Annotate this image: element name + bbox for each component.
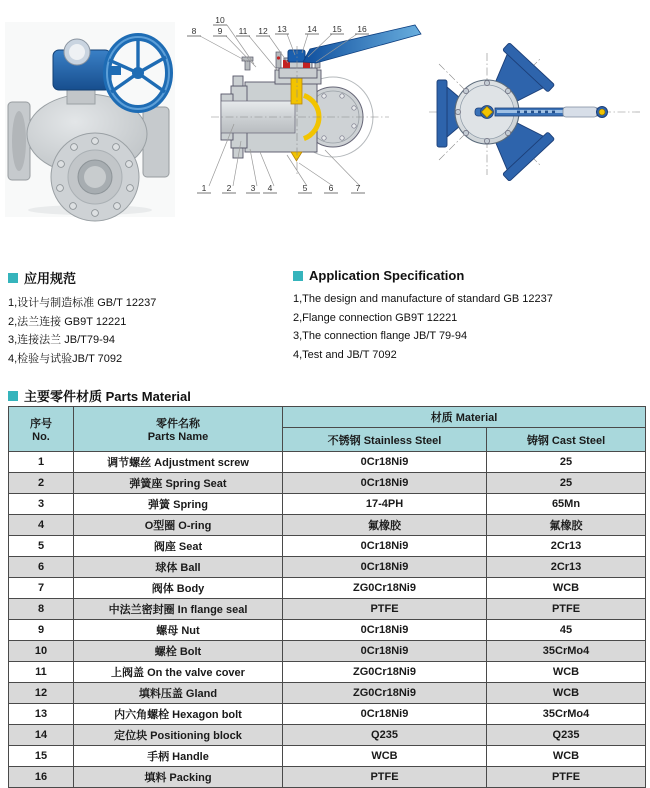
callout-6: 6: [328, 183, 334, 193]
part-no-cell: 1: [9, 452, 74, 473]
header-name-cn: 零件名称: [156, 418, 200, 430]
part-name-cell: 定位块 Positioning block: [74, 725, 283, 746]
gearbox-cap-inner: [69, 44, 85, 60]
part-name-cell: 球体 Ball: [74, 557, 283, 578]
part-name-cell: 上阀盖 On the valve cover: [74, 662, 283, 683]
table-row: [9, 620, 646, 641]
callout-15: 15: [332, 24, 342, 34]
part-no-cell: 6: [9, 557, 74, 578]
header-material: 材质 Material: [283, 407, 646, 428]
part-cs-cell: Q235: [487, 725, 646, 746]
callout-13: 13: [277, 24, 287, 34]
part-no-cell: 9: [9, 620, 74, 641]
parts-material-table: [8, 406, 646, 788]
spec-item: 1,设计与制造标准 GB/T 12237: [8, 297, 157, 309]
table-row: [9, 557, 646, 578]
header-no-cn: 序号: [30, 418, 52, 430]
spec-item: 3,连接法兰 JB/T79-94: [8, 334, 115, 346]
parts-table-head: [9, 407, 646, 452]
callout-8: 8: [191, 26, 197, 36]
valve-topview-figure: [425, 25, 647, 205]
part-name-cell: 内六角螺栓 Hexagon bolt: [74, 704, 283, 725]
part-ss-cell: 0Cr18Ni9: [283, 536, 487, 557]
callout-3: 3: [250, 183, 256, 193]
callout-1: 1: [201, 183, 207, 193]
header-stainless-steel: 不锈钢 Stainless Steel: [283, 428, 487, 452]
callout-11: 11: [238, 26, 248, 36]
part-ss-cell: 0Cr18Ni9: [283, 641, 487, 662]
gland: [279, 68, 317, 78]
part-cs-cell: 2Cr13: [487, 557, 646, 578]
valve-photo-figure: [5, 22, 175, 217]
part-no-cell: 14: [9, 725, 74, 746]
part-ss-cell: 0Cr18Ni9: [283, 557, 487, 578]
table-row: [9, 515, 646, 536]
part-name-cell: 手柄 Handle: [74, 746, 283, 767]
table-row: [9, 578, 646, 599]
callout-2: 2: [226, 183, 232, 193]
part-ss-cell: PTFE: [283, 767, 487, 788]
part-ss-cell: ZG0Cr18Ni9: [283, 578, 487, 599]
part-no-cell: 7: [9, 578, 74, 599]
teal-square-icon: [8, 273, 18, 283]
table-row: [9, 704, 646, 725]
header-name: [74, 407, 283, 452]
callout-4: 4: [267, 183, 273, 193]
part-cs-cell: WCB: [487, 746, 646, 767]
spec-item: 1,The design and manufacture of standard GB 12237: [293, 293, 553, 305]
part-no-cell: 5: [9, 536, 74, 557]
table-row: [9, 599, 646, 620]
part-name-cell: 填料 Packing: [74, 767, 283, 788]
callout-5: 5: [302, 183, 308, 193]
part-ss-cell: 17-4PH: [283, 494, 487, 515]
parts-table-title-text: 主要零件材质 Parts Material: [24, 389, 191, 404]
part-cs-cell: 35CrMo4: [487, 704, 646, 725]
table-row: [9, 746, 646, 767]
part-name-cell: 螺母 Nut: [74, 620, 283, 641]
table-row: [9, 767, 646, 788]
callout-9: 9: [217, 26, 223, 36]
part-name-cell: 螺栓 Bolt: [74, 641, 283, 662]
part-no-cell: 3: [9, 494, 74, 515]
part-ss-cell: 0Cr18Ni9: [283, 473, 487, 494]
teal-square-icon: [8, 391, 18, 401]
part-ss-cell: 0Cr18Ni9: [283, 620, 487, 641]
spec-title-en-text: Application Specification: [309, 268, 465, 283]
part-cs-cell: 45: [487, 620, 646, 641]
left-flange-face: [12, 111, 26, 171]
part-ss-cell: PTFE: [283, 599, 487, 620]
table-row: [9, 473, 646, 494]
table-row: [9, 725, 646, 746]
part-cs-cell: 2Cr13: [487, 536, 646, 557]
part-no-cell: 16: [9, 767, 74, 788]
spec-item: 4,检验与试验JB/T 7092: [8, 352, 123, 365]
spec-item: 3,The connection flange JB/T 79-94: [293, 330, 468, 342]
part-no-cell: 4: [9, 515, 74, 536]
table-row: [9, 662, 646, 683]
spec-title-cn: [8, 268, 308, 287]
part-ss-cell: 氟橡胶: [283, 515, 487, 536]
part-cs-cell: 25: [487, 473, 646, 494]
spec-section-en: [293, 268, 643, 364]
part-name-cell: 阀座 Seat: [74, 536, 283, 557]
drain-plug: [291, 152, 302, 161]
part-cs-cell: WCB: [487, 662, 646, 683]
callout-7: 7: [355, 183, 361, 193]
part-cs-cell: PTFE: [487, 599, 646, 620]
part-cs-cell: 65Mn: [487, 494, 646, 515]
spec-list-en: [293, 290, 643, 364]
part-ss-cell: 0Cr18Ni9: [283, 452, 487, 473]
header-no-en: No.: [32, 431, 50, 443]
part-cs-cell: WCB: [487, 683, 646, 704]
table-row: [9, 536, 646, 557]
part-no-cell: 10: [9, 641, 74, 662]
spec-list-cn: [8, 294, 308, 368]
part-name-cell: O型圈 O-ring: [74, 515, 283, 536]
part-ss-cell: ZG0Cr18Ni9: [283, 662, 487, 683]
parts-table-title: [8, 386, 191, 405]
part-cs-cell: WCB: [487, 578, 646, 599]
part-ss-cell: 0Cr18Ni9: [283, 704, 487, 725]
spec-section-cn: [8, 268, 308, 368]
part-name-cell: 阀体 Body: [74, 578, 283, 599]
parts-table-body: [9, 452, 646, 788]
part-cs-cell: PTFE: [487, 767, 646, 788]
header-cast-steel: 铸钢 Cast Steel: [487, 428, 646, 452]
part-ss-cell: ZG0Cr18Ni9: [283, 683, 487, 704]
part-ss-cell: WCB: [283, 746, 487, 767]
spec-item: 2,Flange connection GB9T 12221: [293, 311, 458, 324]
part-name-cell: 填料压盖 Gland: [74, 683, 283, 704]
part-no-cell: 11: [9, 662, 74, 683]
part-cs-cell: 35CrMo4: [487, 641, 646, 662]
bolt-dot-left: [277, 56, 280, 59]
part-name-cell: 弹簧 Spring: [74, 494, 283, 515]
front-flange: [51, 133, 139, 221]
part-cs-cell: 氟橡胶: [487, 515, 646, 536]
callout-12: 12: [258, 26, 268, 36]
right-flange: [143, 107, 169, 177]
teal-square-icon: [293, 271, 303, 281]
callout-10: 10: [215, 15, 225, 25]
part-no-cell: 13: [9, 704, 74, 725]
table-row: [9, 452, 646, 473]
table-row: [9, 641, 646, 662]
header-name-en: Parts Name: [147, 431, 209, 443]
callout-16: 16: [357, 24, 367, 34]
part-no-cell: 15: [9, 746, 74, 767]
spec-title-en: [293, 268, 643, 283]
part-no-cell: 8: [9, 599, 74, 620]
callout-14: 14: [307, 24, 317, 34]
part-ss-cell: Q235: [283, 725, 487, 746]
part-name-cell: 弹簧座 Spring Seat: [74, 473, 283, 494]
part-cs-cell: 25: [487, 452, 646, 473]
header-no: [9, 407, 74, 452]
table-row: [9, 683, 646, 704]
part-name-cell: 中法兰密封圈 In flange seal: [74, 599, 283, 620]
part-no-cell: 2: [9, 473, 74, 494]
table-row: [9, 494, 646, 515]
part-no-cell: 12: [9, 683, 74, 704]
spec-title-cn-text: 应用规范: [24, 271, 77, 286]
valve-section-figure: [175, 0, 425, 220]
part-name-cell: 调节螺丝 Adjustment screw: [74, 452, 283, 473]
spec-item: 4,Test and JB/T 7092: [293, 348, 397, 361]
spec-item: 2,法兰连接 GB9T 12221: [8, 315, 127, 328]
